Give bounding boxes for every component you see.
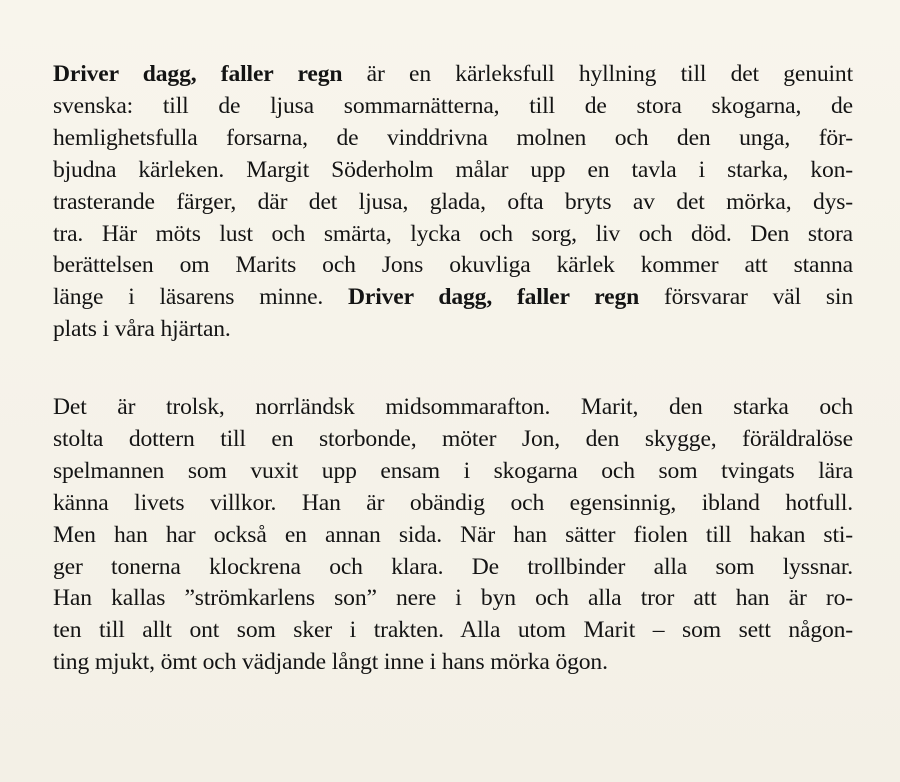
paragraph-line: tra. Här möts lust och smärta, lycka och sorg, liv och död. Den stora [53,220,853,247]
paragraph-line: spelmannen som vuxit upp ensam i skogarna och som tvingats lära [53,457,853,484]
paragraph-line: länge i läsarens minne. Driver dagg, faller regn försvarar väl sin [53,284,853,311]
paragraph-line: känna livets villkor. Han är obändig och egensinnig, ibland hotfull. [53,489,853,516]
paragraph-line: plats i våra hjärtan. [53,316,231,343]
paragraph-line: ting mjukt, ömt och vädjande långt inne i hans mörka ögon. [53,649,608,676]
paragraph-line: svenska: till de ljusa sommarnätterna, till de stora skogarna, de [53,92,853,119]
paragraph-line: bjudna kärleken. Margit Söderholm målar upp en tavla i starka, kon- [53,156,853,183]
book-title-bold: Driver dagg, faller regn [348,284,640,311]
paragraph-line: Det är trolsk, norrländsk midsommarafton. Marit, den starka och [53,394,853,420]
paragraph-line: ten till allt ont som sker i trakten. Alla utom Marit – som sett någon- [53,617,853,644]
paragraph-line: trasterande färger, där det ljusa, glada, ofta bryts av det mörka, dys- [53,188,853,215]
paragraph-line: hemlighetsfulla forsarna, de vinddrivna molnen och den unga, för- [53,124,853,151]
blurb-paragraph-1 [53,59,853,346]
paragraph-line: Han kallas ”strömkarlens son” nere i byn och alla tror att han är ro- [53,585,853,612]
book-title-bold: Driver dagg, faller regn [53,61,343,87]
paragraph-line: Driver dagg, faller regn är en kärleksfull hyllning till det genuint [53,61,853,87]
paragraph-line: berättelsen om Marits och Jons okuvliga kärlek kommer att stanna [53,252,853,279]
blurb-paragraph-2 [53,392,853,679]
paragraph-line: ger tonerna klockrena och klara. De trollbinder alla som lyssnar. [53,553,853,580]
paragraph-line: Men han har också en annan sida. När han sätter fiolen till hakan sti- [53,521,853,548]
paragraph-line: stolta dottern till en storbonde, möter Jon, den skygge, föräldralöse [53,425,853,452]
